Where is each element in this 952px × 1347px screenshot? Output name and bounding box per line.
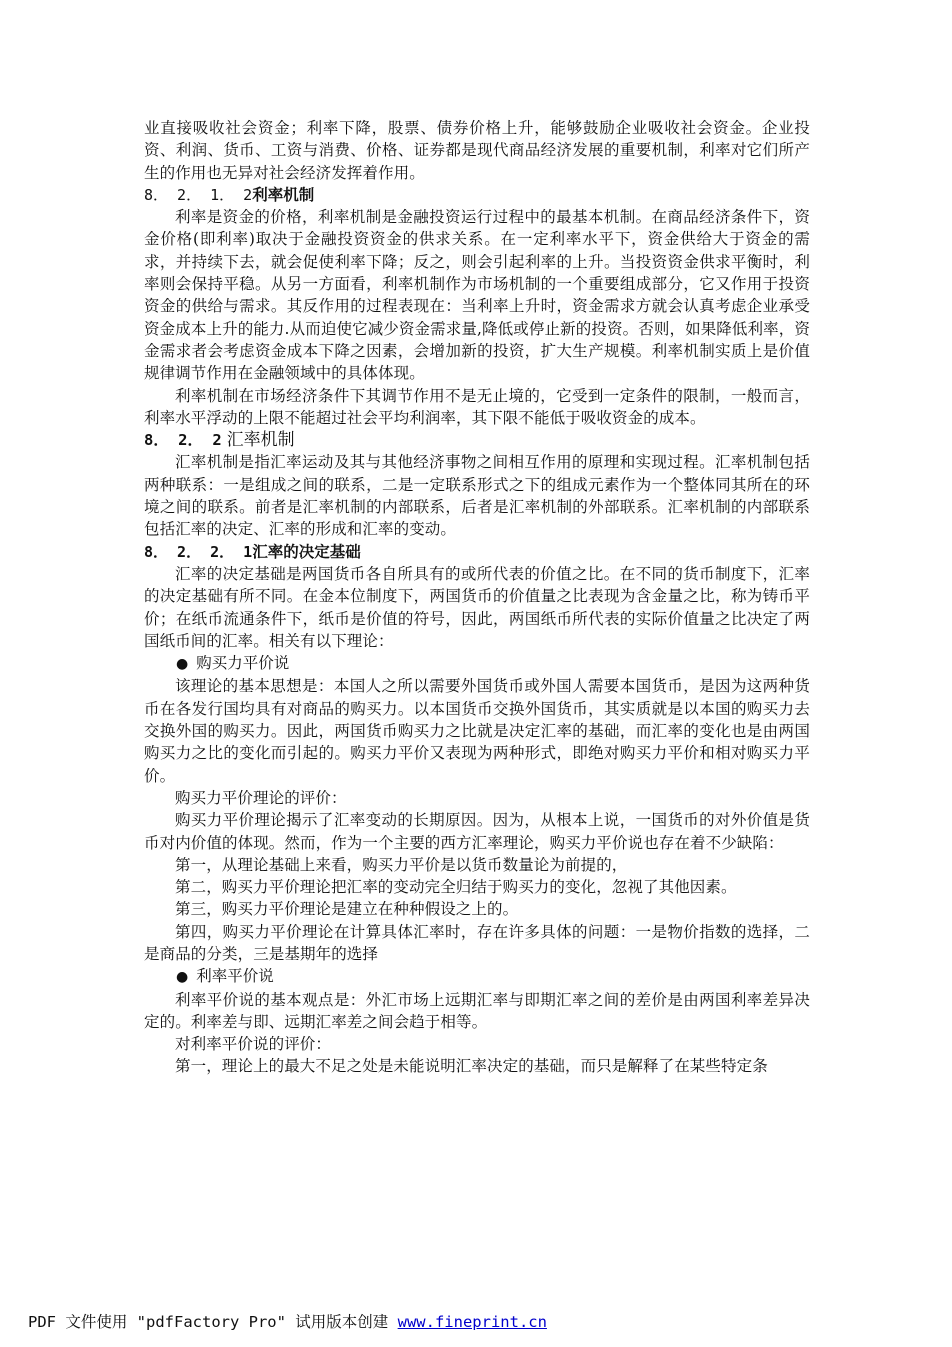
footer-text: PDF 文件使用 "pdfFactory Pro" 试用版本创建: [28, 1313, 398, 1331]
heading-8-2-1-2: [144, 184, 810, 206]
paragraph-interest-mechanism: 利率是资金的价格，利率机制是金融投资运行过程中的最基本机制。在商品经济条件下，资金价格(即利率)取决于金融投资资金的供求关系。在一定利率水平下，资金供给大于资金的需求，并持续下去，就会促使利率下降；反之，则会引起利率的上升。当投资资金供求平衡时，利率则会保持平稳。从另一方面看，利率机制作为市场机制的一个重要组成部分，它又作用于投资资金的供给与需求。其反作用的过程表现在：当利率上升时，资金需求方就会认真考虑企业承受资金成本上升的能力.从而迫使它减少资金需求量,降低或停止新的投资。否则，如果降低利率，资金需求者会考虑资金成本下降之因素，会增加新的投资，扩大生产规模。利率机制实质上是价值规律调节作用在金融领域中的具体体现。: [144, 208, 810, 383]
paragraph-ppp-fourth: 第四，购买力平价理论在计算具体汇率时，存在许多具体的问题：一是物价指数的选择，二是商品的分类，三是基期年的选择: [144, 922, 810, 963]
bullet-irp: [144, 965, 810, 988]
paragraph-ppp-first: 第一，从理论基础上来看，购买力平价是以货币数量论为前提的，: [175, 855, 628, 874]
paragraph-irp-first: 第一，理论上的最大不足之处是未能说明汇率决定的基础，而只是解释了在某些特定条: [175, 1057, 768, 1076]
paragraph-interest-limits: 利率机制在市场经济条件下其调节作用不是无止境的，它受到一定条件的限制，一般而言，利率水平浮动的上限不能超过社会平均利润率，其下限不能低于吸收资金的成本。: [144, 386, 810, 427]
heading-title: 利率机制: [252, 184, 315, 204]
heading-number: 8． 2． 2: [144, 431, 222, 450]
paragraph-exchange-mechanism: 汇率机制是指汇率运动及其与其他经济事物之间相互作用的原理和实现过程。汇率机制包括两种联系：一是组成之间的联系，二是一定联系形式之下的组成元素作为一个整体同其所在的环境之间的联系。前者是汇率机制的内部联系，后者是汇率机制的外部联系。汇率机制的内部联系包括汇率的决定、汇率的形成和汇率的变动。: [144, 453, 810, 539]
bullet-dot-icon: ●: [176, 969, 189, 986]
heading-number: 8． 2． 1． 2: [144, 185, 253, 204]
pdf-footer: [28, 1312, 547, 1332]
footer-link[interactable]: www.fineprint.cn: [397, 1313, 547, 1331]
paragraph-ppp-second: 第二，购买力平价理论把汇率的变动完全归结于购买力的变化，忽视了其他因素。: [175, 878, 737, 897]
paragraph-ppp-evaluation: 购买力平价理论揭示了汇率变动的长期原因。因为，从根本上说，一国货币的对外价值是货币对内价值的体现。然而，作为一个主要的西方汇率理论，购买力平价说也存在着不少缺陷：: [144, 811, 810, 852]
heading-number: 8． 2． 2． 1: [144, 542, 253, 561]
bullet-label: 购买力平价说: [196, 654, 290, 673]
paragraph-irp-evaluation-label: 对利率平价说的评价：: [175, 1035, 332, 1054]
heading-8-2-2: [144, 429, 810, 451]
paragraph-intro: 业直接吸收社会资金；利率下降，股票、债券价格上升，能够鼓励企业吸收社会资金。企业投资、利润、货币、工资与消费、价格、证券都是现代商品经济发展的重要机制，利率对它们所产生的作用也无异对社会经济发挥着作用。: [144, 119, 810, 182]
paragraph-ppp-theory: 该理论的基本思想是：本国人之所以需要外国货币或外国人需要本国货币，是因为这两种货币在各发行国均具有对商品的购买力。以本国货币交换外国货币，其实质就是以本国的购买力去交换外国的购买力。因此，两国货币购买力之比就是决定汇率的基础，而汇率的变化也是由两国购买力之比的变化而引起的。购买力平价又表现为两种形式，即绝对购买力平价和相对购买力平价。: [144, 677, 810, 785]
heading-title: 汇率机制: [226, 430, 295, 451]
paragraph-ppp-evaluation-label: 购买力平价理论的评价：: [175, 788, 347, 807]
heading-title: 汇率的决定基础: [252, 541, 361, 561]
paragraph-irp-theory: 利率平价说的基本观点是：外汇市场上远期汇率与即期汇率之间的差价是由两国利率差异决定的。利率差与即、远期汇率差之间会趋于相等。: [144, 990, 810, 1031]
document-body: [144, 117, 810, 1078]
bullet-ppp: [144, 652, 810, 675]
heading-8-2-2-1: [144, 541, 810, 563]
paragraph-ppp-third: 第三，购买力平价理论是建立在种种假设之上的。: [175, 900, 519, 919]
bullet-dot-icon: ●: [176, 656, 189, 673]
paragraph-exchange-basis: 汇率的决定基础是两国货币各自所具有的或所代表的价值之比。在不同的货币制度下，汇率的决定基础有所不同。在金本位制度下，两国货币的价值量之比表现为含金量之比，称为铸币平价；在纸币流通条件下，纸币是价值的符号，因此，两国纸币所代表的实际价值量之比决定了两国纸币间的汇率。相关有以下理论：: [144, 564, 810, 650]
bullet-label: 利率平价说: [196, 967, 274, 986]
